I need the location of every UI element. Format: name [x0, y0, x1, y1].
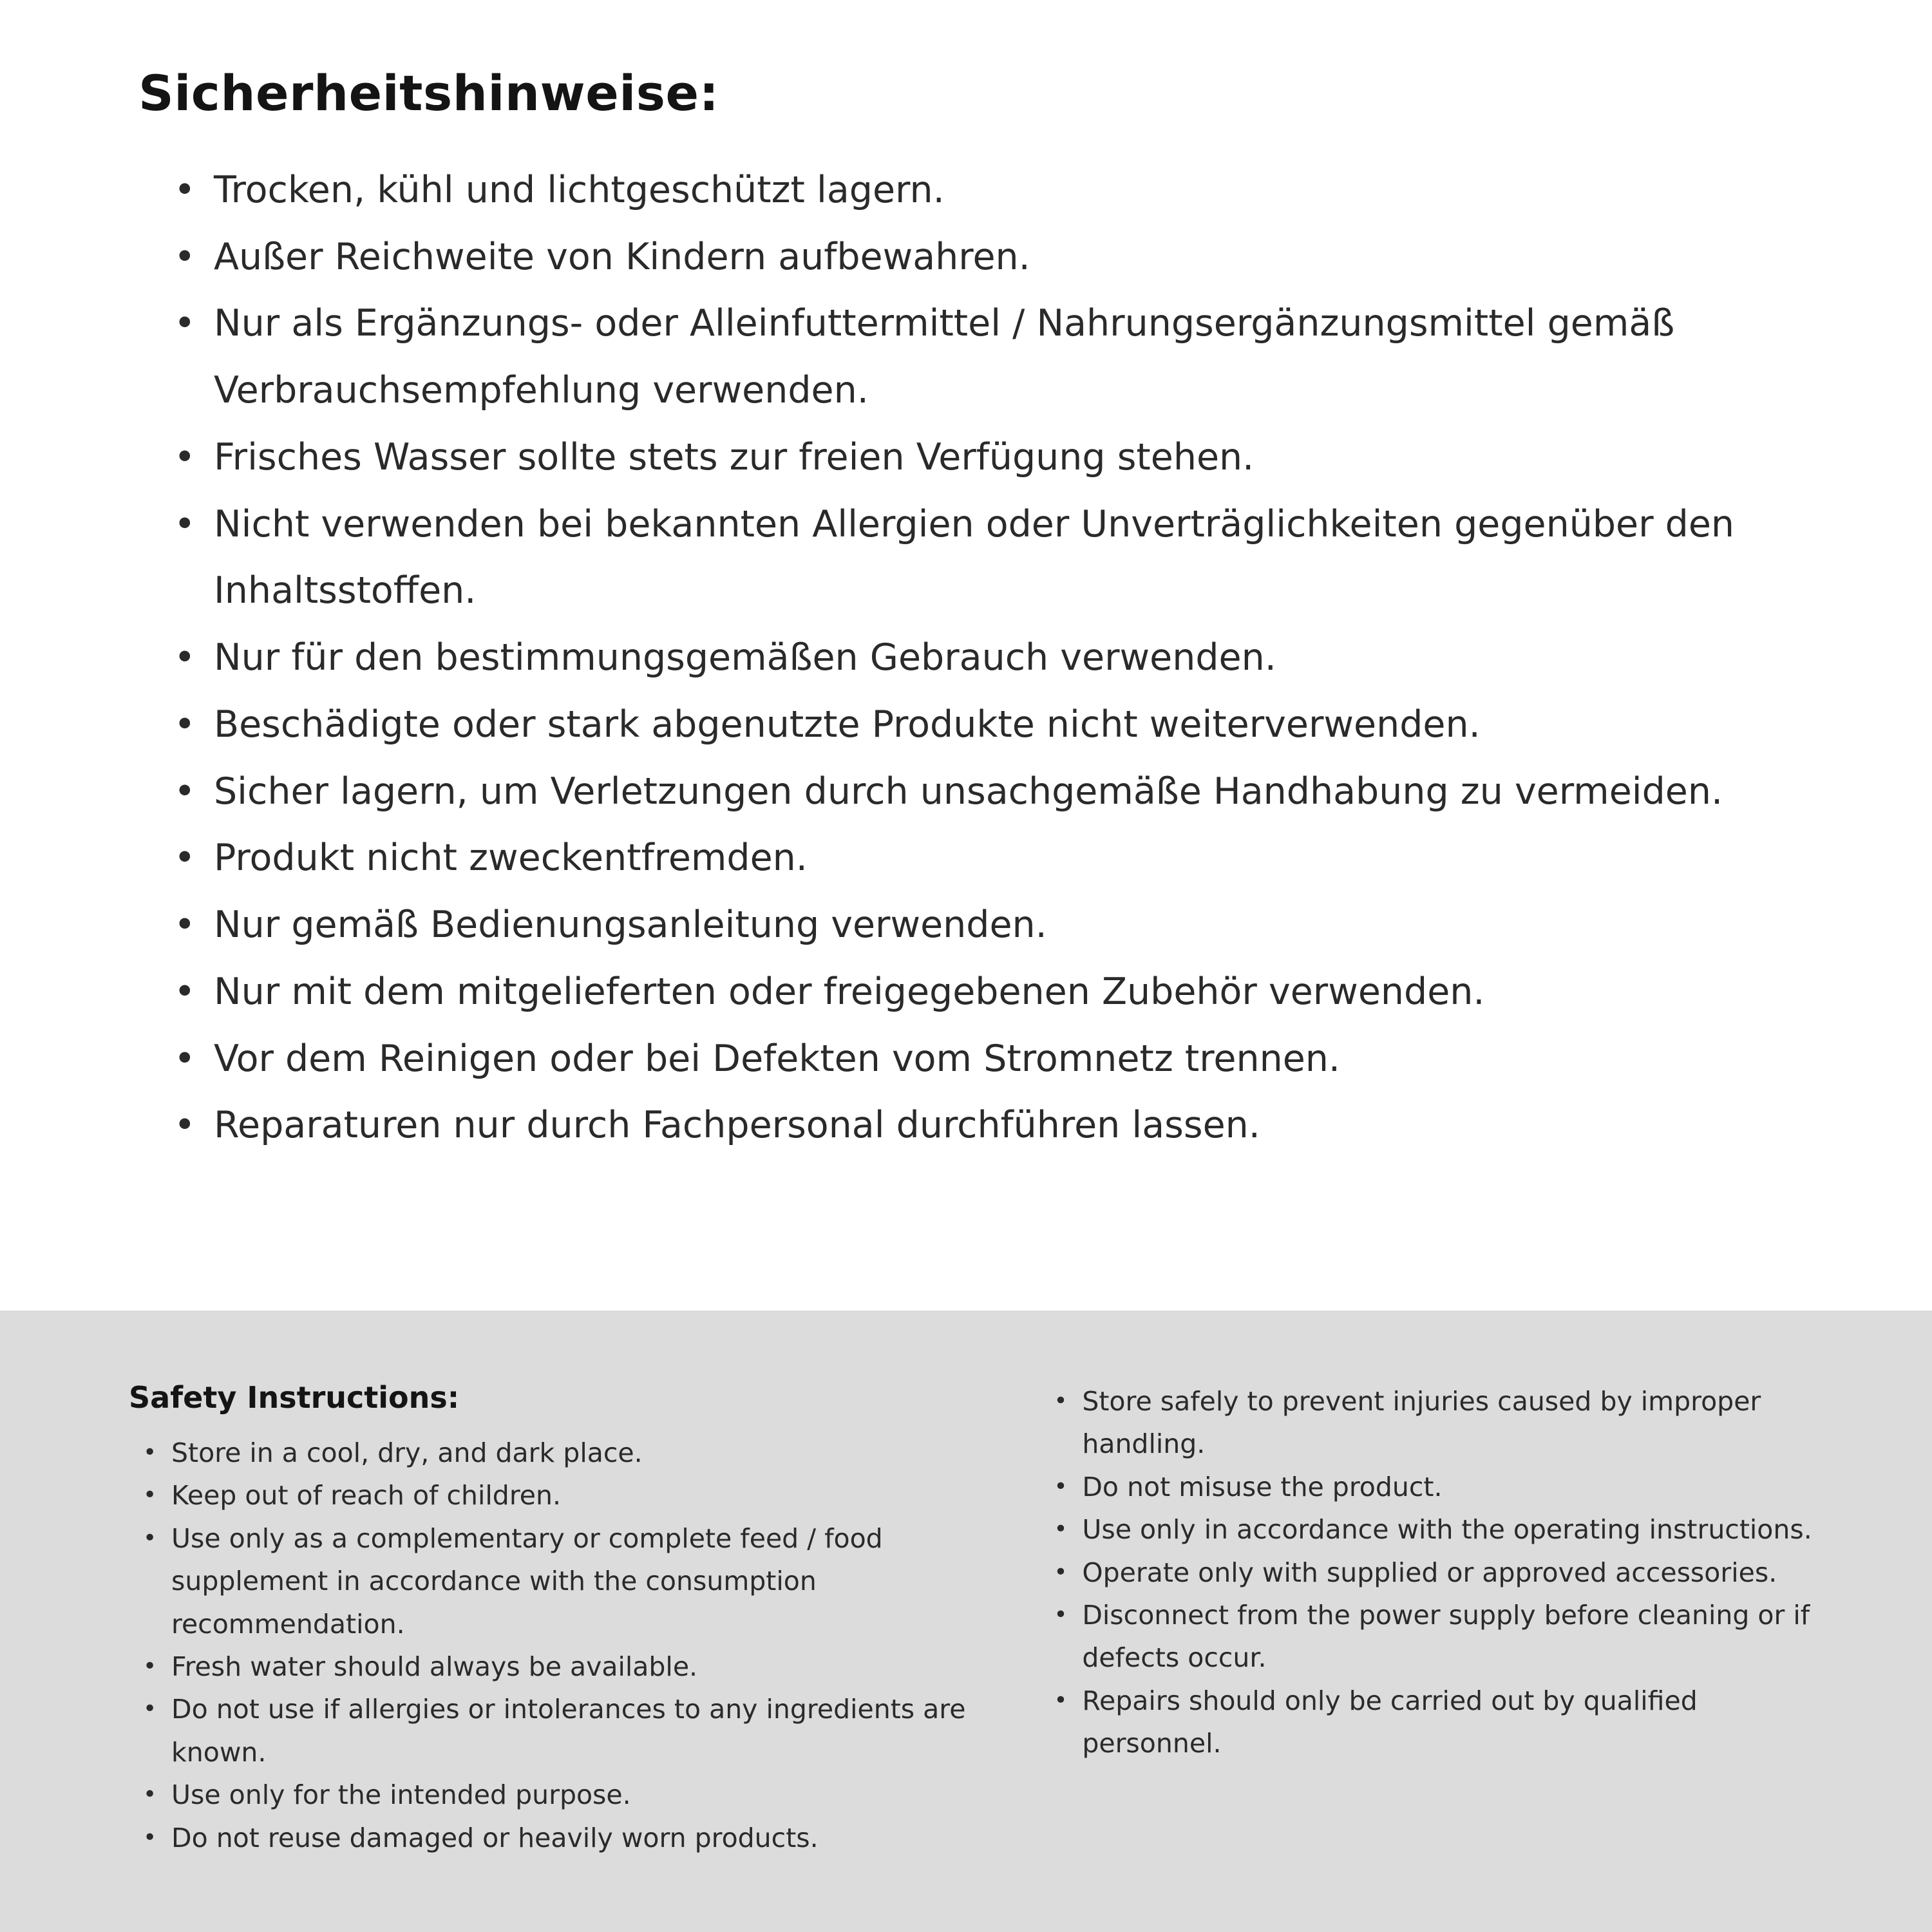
english-safety-list-item: • Store safely to prevent injuries caused by improper handling.: [1054, 1380, 1835, 1466]
german-safety-list-item: • Beschädigte oder stark abgenutzte Produkte nicht weiterverwenden.: [174, 692, 1816, 759]
german-section-heading: Sicherheitshinweise:: [138, 64, 719, 122]
english-safety-list-item: • Operate only with supplied or approved accessories.: [1054, 1551, 1835, 1594]
english-safety-section: [0, 1311, 1932, 1932]
english-safety-list-item: • Repairs should only be carried out by qualified personnel.: [1054, 1680, 1835, 1765]
german-safety-list-item: • Vor dem Reinigen oder bei Defekten vom Stromnetz trennen.: [174, 1026, 1816, 1093]
german-safety-list-item: • Nur mit dem mitgelieferten oder freigegebenen Zubehör verwenden.: [174, 959, 1816, 1026]
english-safety-list-item: • Use only for the intended purpose.: [143, 1774, 969, 1816]
english-safety-list-item: • Store in a cool, dry, and dark place.: [143, 1432, 969, 1474]
german-safety-list-item: • Sicher lagern, um Verletzungen durch unsachgemäße Handhabung zu vermeiden.: [174, 759, 1816, 826]
english-right-column: [1039, 1380, 1835, 1893]
german-safety-list-item: • Nur gemäß Bedienungsanleitung verwenden.: [174, 892, 1816, 959]
english-safety-list-item: • Do not reuse damaged or heavily worn products.: [143, 1817, 969, 1859]
german-safety-list-item: • Reparaturen nur durch Fachpersonal durchführen lassen.: [174, 1092, 1816, 1159]
german-safety-list-item: • Frisches Wasser sollte stets zur freien Verfügung stehen.: [174, 424, 1816, 491]
english-safety-list-item: • Do not misuse the product.: [1054, 1466, 1835, 1508]
english-safety-list-item: • Use only in accordance with the operating instructions.: [1054, 1508, 1835, 1551]
english-safety-list-item: • Fresh water should always be available.: [143, 1645, 969, 1688]
german-safety-list: [138, 157, 1816, 1159]
english-safety-list-right: [1039, 1380, 1835, 1765]
english-section-heading: Safety Instructions:: [129, 1380, 460, 1415]
german-safety-list-item: • Produkt nicht zweckentfremden.: [174, 825, 1816, 892]
english-left-column: [129, 1380, 969, 1893]
english-safety-list-item: • Do not use if allergies or intolerances to any ingredients are known.: [143, 1688, 969, 1774]
german-safety-list-item: • Trocken, kühl und lichtgeschützt lagern.: [174, 157, 1816, 224]
english-safety-list-item: • Disconnect from the power supply before cleaning or if defects occur.: [1054, 1594, 1835, 1680]
german-safety-list-item: • Nur als Ergänzungs- oder Alleinfuttermittel / Nahrungsergänzungsmittel gemäß Verbrauchsempfehlung verwenden.: [174, 290, 1816, 424]
english-safety-list-item: • Keep out of reach of children.: [143, 1474, 969, 1517]
english-safety-list-left: [129, 1432, 969, 1859]
german-safety-list-item: • Außer Reichweite von Kindern aufbewahren.: [174, 224, 1816, 291]
english-safety-list-item: • Use only as a complementary or complete feed / food supplement in accordance with the consumption recommendation.: [143, 1517, 969, 1645]
german-safety-list-item: • Nur für den bestimmungsgemäßen Gebrauch verwenden.: [174, 625, 1816, 692]
german-safety-list-item: • Nicht verwenden bei bekannten Allergien oder Unverträglichkeiten gegenüber den Inhaltsstoffen.: [174, 491, 1816, 625]
